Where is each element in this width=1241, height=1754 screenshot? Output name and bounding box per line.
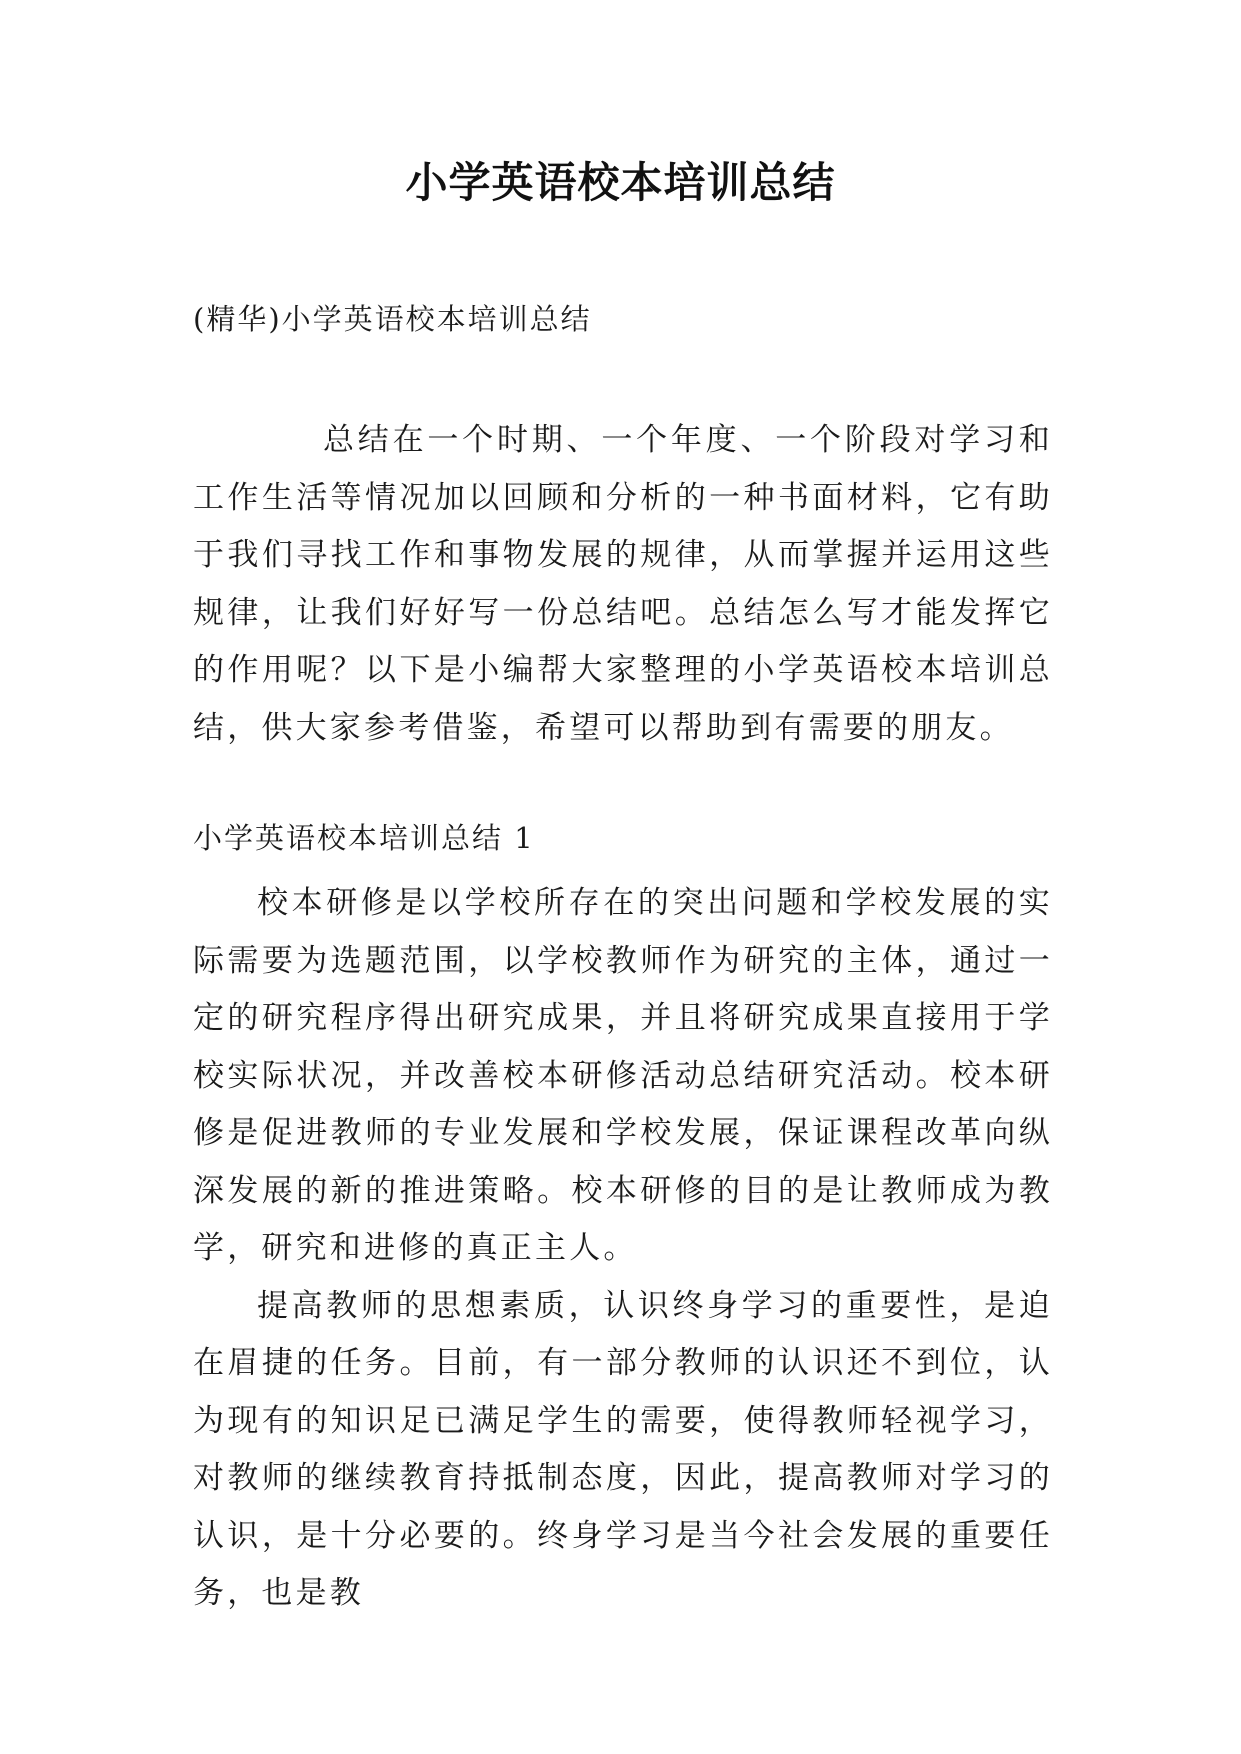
body-paragraph: 校本研修是以学校所存在的突出问题和学校发展的实际需要为选题范围，以学校教师作为研究的主体，通过一定的研究程序得出研究成果，并且将研究成果直接用于学校实际状况，并改善校本研修活动总结研究活动。校本研修是促进教师的专业发展和学校发展，保证课程改革向纵深发展的新的推进策略。校本研修的目的是让教师成为教学，研究和进修的真正主人。 bbox=[193, 885, 1053, 1266]
document-subtitle: (精华)小学英语校本培训总结 bbox=[193, 302, 592, 336]
intro-paragraph: 总结在一个时期、一个年度、一个阶段对学习和工作生活等情况加以回顾和分析的一种书面材料，它有助于我们寻找工作和事物发展的规律，从而掌握并运用这些规律，让我们好好写一份总结吧。总结怎么写才能发挥它的作用呢？以下是小编帮大家整理的小学英语校本培训总结，供大家参考借鉴，希望可以帮助到有需要的朋友。 bbox=[193, 422, 1053, 746]
section-heading: 小学英语校本培训总结 1 bbox=[193, 821, 535, 855]
section-body bbox=[193, 875, 1053, 1623]
body-paragraph: 提高教师的思想素质，认识终身学习的重要性，是迫在眉捷的任务。目前，有一部分教师的认识还不到位，认为现有的知识足已满足学生的需要，使得教师轻视学习，对教师的继续教育持抵制态度，因此，提高教师对学习的认识，是十分必要的。终身学习是当今社会发展的重要任务，也是教 bbox=[193, 1287, 1053, 1611]
document-title: 小学英语校本培训总结 bbox=[405, 158, 836, 207]
